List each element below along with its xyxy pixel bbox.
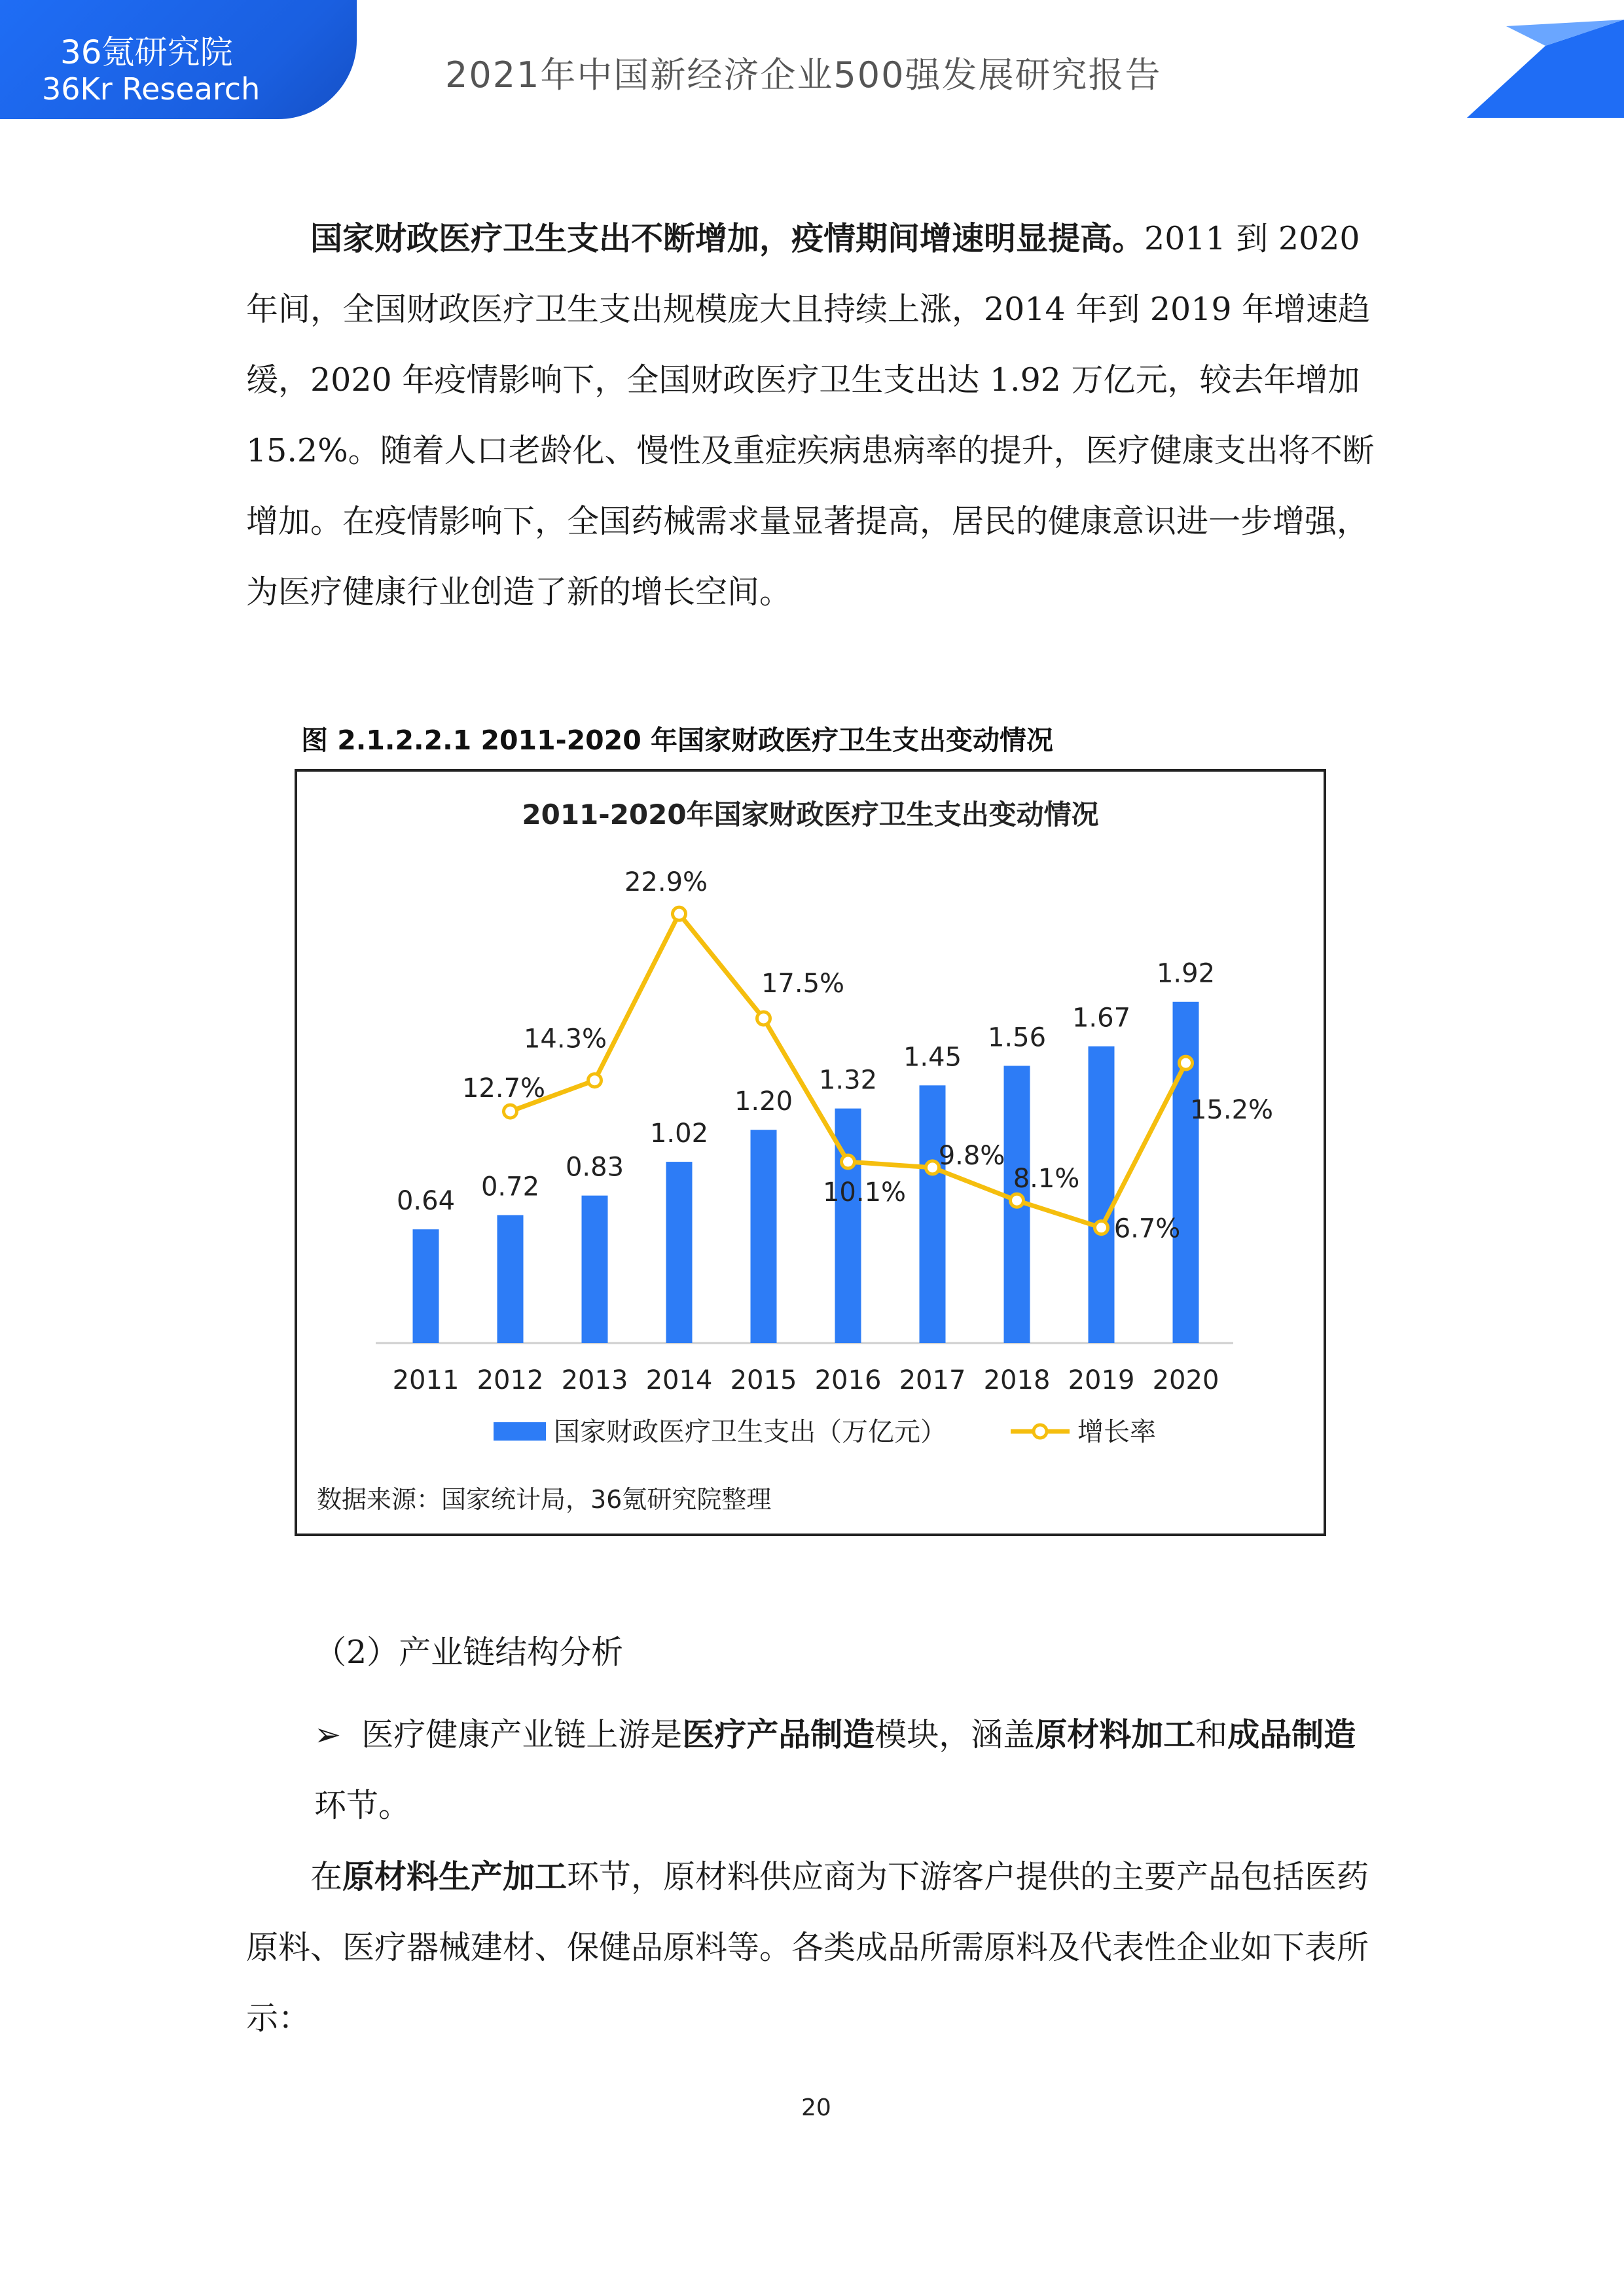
bullet-part-1: 医疗产品制造 xyxy=(682,1715,875,1753)
bar-label-2019: 1.67 xyxy=(1072,1003,1131,1033)
bar-2014 xyxy=(666,1162,693,1343)
growth-point-2017 xyxy=(926,1161,939,1174)
growth-label-2017: 9.8% xyxy=(938,1140,1005,1171)
bar-label-2018: 1.56 xyxy=(987,1022,1047,1053)
bar-2020 xyxy=(1173,1002,1199,1343)
growth-point-2020 xyxy=(1180,1056,1193,1069)
growth-point-2014 xyxy=(673,907,686,920)
x-tick-2017: 2017 xyxy=(899,1365,966,1395)
bar-label-2014: 1.02 xyxy=(649,1119,709,1149)
bar-label-2020: 1.92 xyxy=(1156,958,1216,989)
x-tick-2013: 2013 xyxy=(561,1365,628,1395)
growth-label-2016: 10.1% xyxy=(822,1177,907,1208)
legend-bar-swatch xyxy=(494,1422,546,1441)
bar-label-2015: 1.20 xyxy=(734,1086,793,1117)
intro-lead: 国家财政医疗卫生支出不断增加，疫情期间增速明显提高。 xyxy=(310,219,1145,257)
brand-name-en: 36Kr Research xyxy=(42,71,261,107)
x-tick-2015: 2015 xyxy=(730,1365,797,1395)
growth-label-2013: 14.3% xyxy=(523,1024,607,1054)
figure-caption: 图 2.1.2.2.1 2011-2020 年国家财政医疗卫生支出变动情况 xyxy=(301,725,1053,756)
bar-label-2017: 1.45 xyxy=(903,1042,962,1073)
legend-line-label: 增长率 xyxy=(1077,1417,1156,1447)
bullet-part-6: 环节。 xyxy=(314,1787,411,1824)
bullet-paragraph xyxy=(246,1699,1379,1841)
growth-point-2012 xyxy=(504,1105,517,1118)
raw-material-paragraph xyxy=(246,1841,1379,2054)
bar-label-2012: 0.72 xyxy=(480,1172,540,1202)
chart-svg xyxy=(297,772,1324,1534)
para2-rest: 环节，原材料供应商为下游客户提供的主要产品包括医药原料、医疗器械建材、保健品原料等。各类成品所需原料及代表性企业如下表所示： xyxy=(246,1858,1369,2037)
legend-bar-label: 国家财政医疗卫生支出（万亿元） xyxy=(554,1417,947,1447)
bullet-part-2: 模块，涵盖 xyxy=(875,1716,1036,1753)
x-tick-2012: 2012 xyxy=(477,1365,544,1395)
bar-2015 xyxy=(751,1130,777,1343)
x-tick-2020: 2020 xyxy=(1152,1365,1219,1395)
bullet-part-4: 和 xyxy=(1195,1716,1228,1753)
x-tick-2014: 2014 xyxy=(645,1365,713,1395)
growth-label-2019: 6.7% xyxy=(1113,1213,1181,1244)
growth-point-2013 xyxy=(588,1074,602,1087)
growth-label-2018: 8.1% xyxy=(1013,1164,1080,1194)
chart-title: 2011-2020年国家财政医疗卫生支出变动情况 xyxy=(522,798,1099,831)
chart-container xyxy=(295,769,1326,1536)
bullet-part-5: 成品制造 xyxy=(1227,1715,1356,1753)
report-title: 2021年中国新经济企业500强发展研究报告 xyxy=(445,54,1162,96)
data-source: 数据来源：国家统计局，36氪研究院整理 xyxy=(317,1485,772,1514)
bullet-part-0: 医疗健康产业链上游是 xyxy=(361,1716,683,1753)
corner-decoration xyxy=(1467,20,1624,118)
bar-2017 xyxy=(920,1085,946,1343)
bar-2013 xyxy=(582,1196,608,1343)
growth-label-2020: 15.2% xyxy=(1189,1095,1274,1126)
growth-point-2019 xyxy=(1095,1221,1108,1234)
intro-body: 2011 到 2020 年间，全国财政医疗卫生支出规模庞大且持续上涨，2014 年到 2019 年增速趋缓，2020 年疫情影响下，全国财政医疗卫生支出达 1.92 万亿元，较去年增加 15.2%。随着人口老龄化、慢性及重症疾病患病率的提升，医疗健康支出将不断增加。在疫情影响下，全国药械需求量显著提高，居民的健康意识进一步增强，为医疗健康行业创造了新的增长空间。 xyxy=(246,220,1375,611)
growth-label-2015: 17.5% xyxy=(761,969,845,999)
page-number: 20 xyxy=(801,2094,831,2121)
growth-point-2016 xyxy=(842,1155,855,1168)
intro-paragraph xyxy=(246,203,1379,628)
bar-label-2011: 0.64 xyxy=(396,1186,456,1217)
bar-2011 xyxy=(413,1229,439,1343)
brand-logo-block xyxy=(0,0,357,119)
x-tick-2019: 2019 xyxy=(1068,1365,1135,1395)
growth-point-2015 xyxy=(757,1012,770,1025)
x-tick-2016: 2016 xyxy=(814,1365,882,1395)
growth-label-2012: 12.7% xyxy=(461,1073,546,1104)
bar-2012 xyxy=(497,1215,524,1343)
growth-point-2018 xyxy=(1011,1194,1024,1207)
bar-label-2016: 1.32 xyxy=(818,1065,878,1096)
section-heading: （2）产业链结构分析 xyxy=(314,1634,624,1671)
brand-name-cn: 36氪研究院 xyxy=(60,33,233,71)
growth-label-2014: 22.9% xyxy=(624,867,708,898)
x-tick-2011: 2011 xyxy=(392,1365,460,1395)
para2-bold: 原材料生产加工 xyxy=(342,1857,568,1895)
legend-line-marker xyxy=(1034,1425,1047,1438)
bullet-arrow-icon: ➢ xyxy=(314,1716,342,1753)
x-tick-2018: 2018 xyxy=(983,1365,1051,1395)
para2-prefix: 在 xyxy=(310,1858,343,1895)
bar-label-2013: 0.83 xyxy=(565,1152,624,1183)
bullet-text xyxy=(314,1716,1356,1824)
bullet-part-3: 原材料加工 xyxy=(1035,1715,1196,1753)
bar-2019 xyxy=(1089,1047,1115,1343)
